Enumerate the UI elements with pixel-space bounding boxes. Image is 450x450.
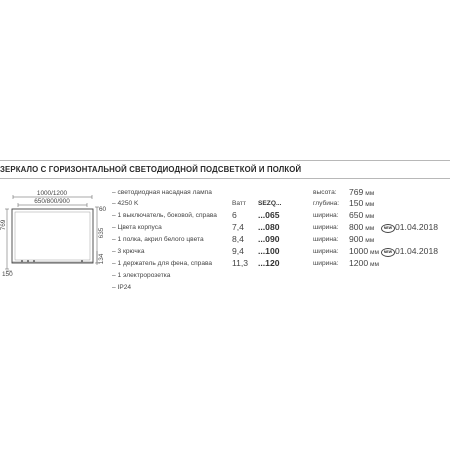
variant-code: ...090 <box>258 234 280 244</box>
feature-item: – 1 держатель для фена, справа <box>112 260 213 267</box>
spec-value: 1200 мм <box>349 258 380 268</box>
dim-depth: 60 <box>99 206 107 213</box>
new-date: 01.04.2018 <box>395 222 439 232</box>
dim-width-top: 1000/1200 <box>36 190 68 197</box>
spec-value: 150 мм <box>349 198 375 208</box>
spec-value: 800 мм <box>349 222 375 232</box>
spec-label: ширина: <box>313 224 339 231</box>
spec-value: 1000 мм <box>349 246 380 256</box>
spec-label: ширина: <box>313 212 339 219</box>
variant-watt: 8,4 <box>232 234 244 244</box>
new-date: 01.04.2018 <box>395 246 439 256</box>
variant-watt: 6 <box>232 210 237 220</box>
variant-watt: 7,4 <box>232 222 244 232</box>
spec-value: 769 мм <box>349 187 375 197</box>
watt-header: Ватт <box>232 200 246 207</box>
feature-item: – 1 выключатель, боковой, справа <box>112 212 217 219</box>
new-badge: NEW <box>381 248 395 257</box>
dim-inner-height: 635 <box>98 227 105 239</box>
variant-watt: 11,3 <box>232 258 249 268</box>
code-header: SEZQ... <box>258 200 282 207</box>
feature-item: – 1 электророзетка <box>112 272 171 279</box>
variant-code: ...120 <box>258 258 280 268</box>
product-title: ЗЕРКАЛО С ГОРИЗОНТАЛЬНОЙ СВЕТОДИОДНОЙ ПОДСВЕТКОЙ И ПОЛКОЙ <box>0 165 302 174</box>
feature-item: – светодиодная насадная лампа <box>112 189 212 196</box>
variant-code: ...100 <box>258 246 280 256</box>
dim-height: 769 <box>0 219 7 231</box>
spec-label: ширина: <box>313 260 339 267</box>
feature-item: – Цвета корпуса <box>112 224 162 231</box>
spec-value: 900 мм <box>349 234 375 244</box>
spec-label: высота: <box>313 189 337 196</box>
spec-label: глубина: <box>313 200 340 207</box>
spec-value: 650 мм <box>349 210 375 220</box>
dim-shelf-depth: 150 <box>2 271 13 278</box>
feature-item: – 3 крючка <box>112 248 145 255</box>
new-badge: NEW <box>381 224 395 233</box>
dim-width-bottom: 650/800/900 <box>34 198 70 205</box>
spec-label: ширина: <box>313 248 339 255</box>
title-rule <box>0 178 450 179</box>
feature-item: – IP24 <box>112 284 132 291</box>
mirror-outline <box>12 209 93 263</box>
variant-code: ...080 <box>258 222 280 232</box>
feature-item: – 1 полка, акрил белого цвета <box>112 236 204 243</box>
feature-item: – 4250 K <box>112 200 139 207</box>
spec-label: ширина: <box>313 236 339 243</box>
mirror-drawing <box>0 185 120 285</box>
mirror-inner <box>15 212 90 260</box>
variant-code: ...065 <box>258 210 280 220</box>
dim-shelf-height: 134 <box>98 253 105 265</box>
hooks <box>21 260 83 262</box>
top-rule <box>0 160 450 161</box>
variant-watt: 9,4 <box>232 246 244 256</box>
